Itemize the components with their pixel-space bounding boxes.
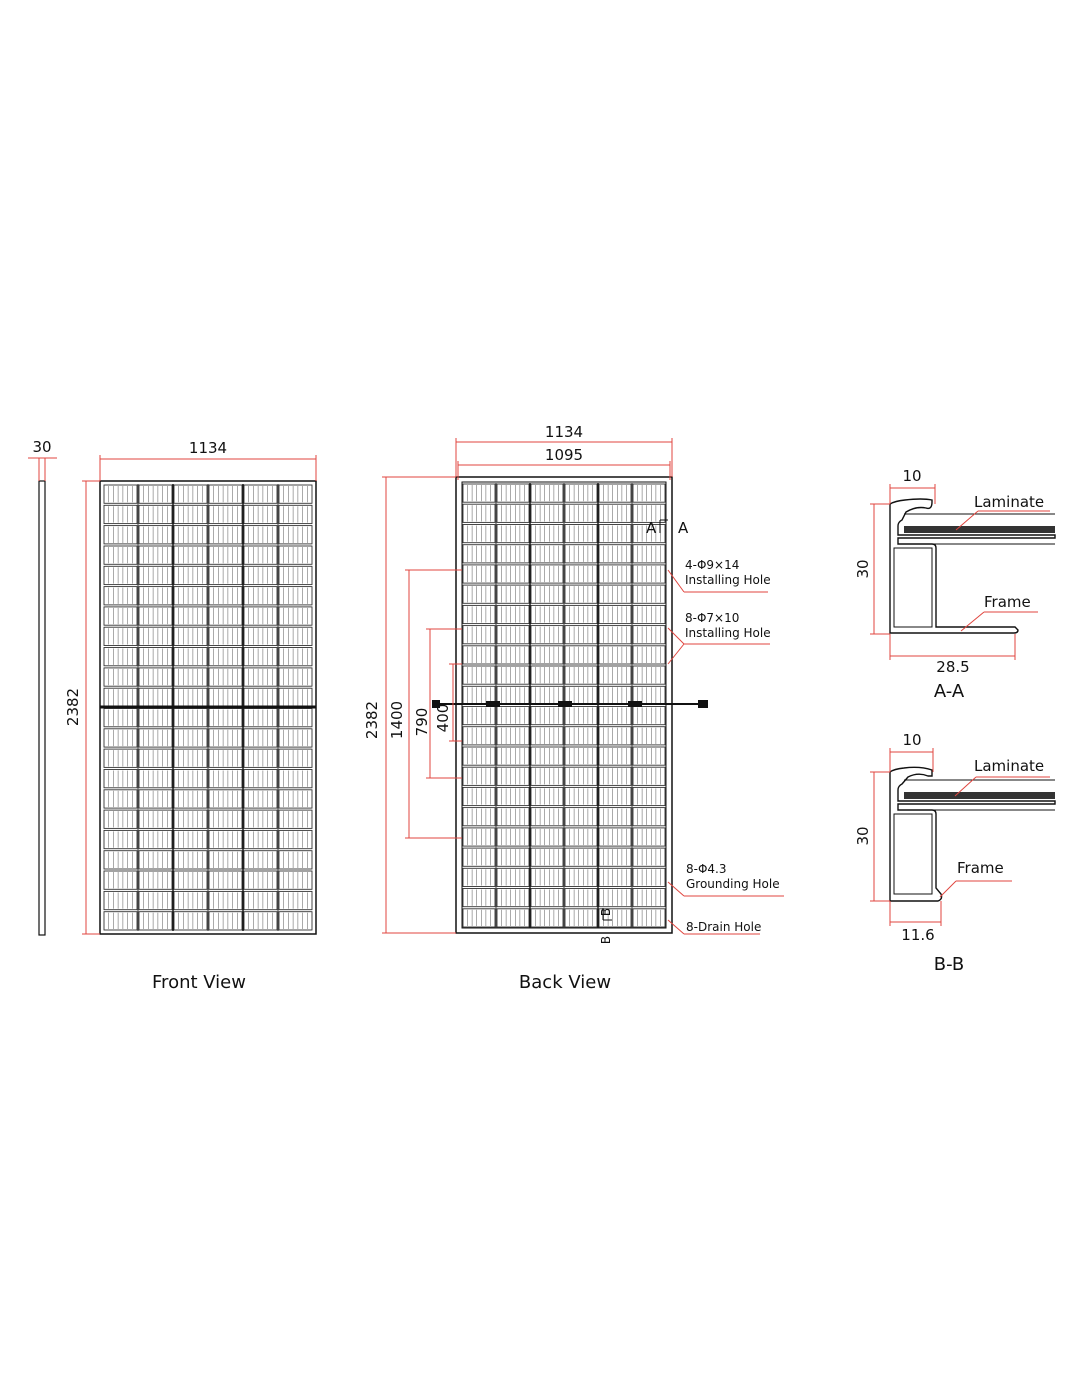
back-view	[363, 423, 784, 993]
bb-caption: B-B	[933, 954, 965, 975]
bb-frame-label: Frame	[957, 859, 1004, 877]
bb-top-dim: 10	[902, 731, 922, 749]
bb-height-dim: 30	[854, 826, 872, 846]
svg-text:8-Φ4.3: 8-Φ4.3	[686, 862, 727, 876]
svg-text:B: B	[599, 907, 613, 917]
callout-install-4	[668, 558, 771, 592]
back-width-outer-dim: 1134	[544, 423, 584, 441]
aa-height-dim: 30	[854, 559, 872, 579]
svg-text:B: B	[599, 935, 613, 945]
svg-text:Installing Hole: Installing Hole	[685, 573, 771, 587]
front-view	[64, 439, 316, 993]
side-thickness-dim: 30	[32, 438, 52, 456]
svg-text:Grounding Hole: Grounding Hole	[686, 877, 780, 891]
section-aa	[854, 467, 1055, 702]
aa-bottom-dim: 28.5	[936, 658, 970, 676]
front-width-dim: 1134	[188, 439, 228, 457]
back-height-dim: 2382	[363, 700, 381, 740]
back-790-dim: 790	[413, 707, 431, 737]
front-view-caption: Front View	[152, 972, 246, 993]
back-1400-dim: 1400	[388, 700, 406, 740]
section-bb	[854, 731, 1055, 975]
back-400-dim: 400	[434, 703, 452, 733]
bb-bottom-dim: 11.6	[901, 926, 935, 944]
callout-grounding	[668, 862, 784, 896]
svg-text:A: A	[678, 519, 689, 537]
aa-top-dim: 10	[902, 467, 922, 485]
aa-laminate-label: Laminate	[974, 493, 1045, 511]
callout-install-8	[668, 611, 771, 664]
aa-caption: A-A	[933, 681, 965, 702]
back-width-inner-dim: 1095	[544, 446, 584, 464]
svg-text:8-Drain Hole: 8-Drain Hole	[686, 920, 762, 934]
front-height-dim: 2382	[64, 687, 82, 727]
back-view-caption: Back View	[518, 972, 612, 993]
svg-text:A: A	[646, 519, 657, 537]
side-profile	[28, 438, 57, 935]
bb-laminate-label: Laminate	[974, 757, 1045, 775]
callout-drain	[668, 920, 761, 934]
svg-text:4-Φ9×14: 4-Φ9×14	[685, 558, 740, 572]
svg-text:8-Φ7×10: 8-Φ7×10	[685, 611, 740, 625]
svg-text:Installing Hole: Installing Hole	[685, 626, 771, 640]
aa-frame-label: Frame	[984, 593, 1031, 611]
